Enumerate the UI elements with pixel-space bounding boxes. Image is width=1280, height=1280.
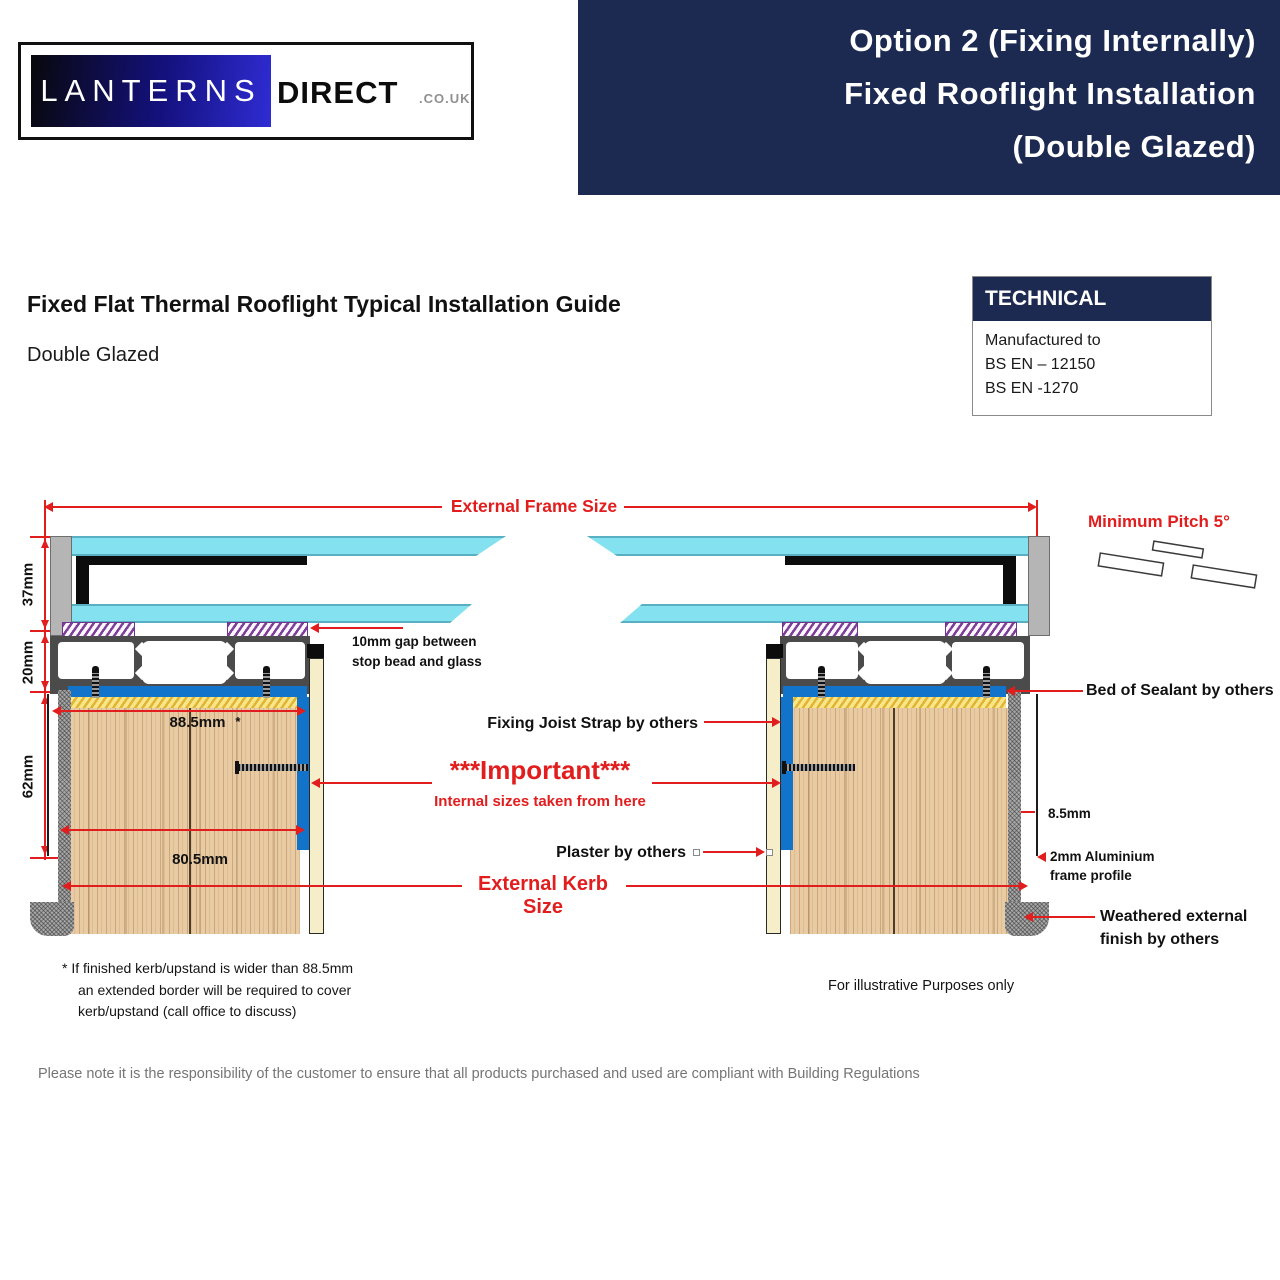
bed-of-sealant-label: Bed of Sealant by others [1086,682,1274,699]
dim-885mm-value: 88.5mm [169,714,226,731]
important-label: ***Important*** [449,755,631,785]
fixing-joist-strap-label: Fixing Joist Strap by others [487,715,698,732]
logo-text-direct: DIRECT [277,75,399,110]
frame-cap-left [50,536,72,636]
glass-pane-outer-left [72,536,506,556]
fixing-screw-icon [263,666,270,698]
technical-box-heading: TECHNICAL [973,277,1211,321]
dim-tick-4 [30,857,58,859]
internal-sizes-label: Internal sizes taken from here [434,793,646,810]
fixing-screw-icon [92,666,99,698]
dim805-line [69,829,296,831]
dim885-arrow-right [297,706,306,716]
important-arrow-right-line [652,782,772,784]
eks-arrow-left [62,881,71,891]
timber-kerb-right [790,708,1008,934]
disclaimer-note: Please note it is the responsibility of the customer to ensure that all products purchased and used are compliant with Building Regulations [38,1066,920,1082]
important-arrow-right-head [772,778,781,788]
dim805-arrow-right [296,825,305,835]
efs-line-right [624,506,1028,508]
joist-strap-right-horizontal [783,686,1006,697]
fixing-joist-strap-line [704,721,772,723]
stop-bead-block-left [307,644,324,658]
plaster-label: Plaster by others [556,844,686,861]
dim37-arrow-top [41,539,49,548]
joist-strap-left-horizontal [68,686,307,697]
technical-line-1: Manufactured to [985,332,1101,349]
strap-screw-head [782,761,786,774]
dim885-line [61,710,297,712]
glass-spacer-left-horizontal [76,556,307,565]
stop-bead-block-right [766,644,783,658]
minimum-pitch-label: Minimum Pitch 5° [1088,512,1230,531]
efs-arrow-left [44,502,53,512]
header-line-3: (Double Glazed) [1012,129,1256,164]
glass-spacer-right-horizontal [785,556,1005,565]
technical-line-2: BS EN – 12150 [985,356,1096,373]
stop-bead-strip-right [766,658,781,934]
dim37-arrow-bottom [41,620,49,629]
page-title: Fixed Flat Thermal Rooflight Typical Installation Guide [27,291,621,317]
logo-text-lanterns: LANTERNS [40,73,262,108]
dim805-arrow-left [60,825,69,835]
page-subtitle: Double Glazed [27,344,160,366]
footnote-line-1: * If finished kerb/upstand is wider than 88.5mm [62,960,354,976]
fixing-joist-strap-arrow [772,717,781,727]
profile-gap-tick [1021,811,1035,813]
aluminium-profile-arrow [1037,852,1046,862]
gap-label-2: stop bead and glass [352,654,482,669]
gap-line [319,627,403,629]
glass-pane-inner-left [72,604,472,623]
logo-text-tld: .CO.UK [419,91,471,106]
footnote-line-2: an extended border will be required to cover [78,982,352,998]
fixing-screw-icon [818,666,825,698]
dim-62mm-label: 62mm [19,754,37,799]
glass-pane-inner-right [620,604,1028,623]
sealant-bed-right [787,697,1006,708]
efs-line-left [53,506,442,508]
aluminium-profile-label-2: frame profile [1050,868,1132,883]
fixing-screw-icon [983,666,990,698]
stop-bead-strip-left [309,658,324,934]
plaster-line [703,851,758,853]
header-line-1: Option 2 (Fixing Internally) [849,23,1256,58]
header-banner [578,0,1280,195]
dim20-arrow-top [41,634,49,643]
plaster-marker-square [693,849,700,856]
timber-kerb-left [70,708,300,934]
dim-805mm-label: 80.5mm [172,851,228,868]
important-arrow-left-head [311,778,320,788]
glass-spacer-right-vertical [1003,556,1016,611]
gap-label-1: 10mm gap between [352,634,477,649]
gap-arrow [310,623,319,633]
plaster-arrow [756,847,765,857]
dim-885mm-star: * [235,714,241,729]
footnote-line-3: kerb/upstand (call office to discuss) [78,1003,297,1019]
eks-line-left [71,885,462,887]
frame-cap-right [1028,536,1050,636]
eks-arrow-right [1019,881,1028,891]
profile-gap-label: 8.5mm [1048,806,1091,821]
aluminium-profile-line-right [1036,694,1038,856]
eks-line-right [626,885,1019,887]
bed-of-sealant-arrow [1006,686,1015,696]
frame-chamber-right-center [864,641,946,684]
sealant-bed-left [68,697,303,708]
dim885-arrow-left [52,706,61,716]
dim-885mm-label [140,714,270,731]
plaster-target-square [766,849,773,856]
minimum-pitch-icon [1095,540,1260,612]
weathered-label-1: Weathered external [1100,908,1248,925]
external-frame-size-label: External Frame Size [450,496,618,516]
strap-screw-icon [785,764,855,771]
frame-chamber-left-center [142,641,227,684]
aluminium-profile-line-left [47,694,49,856]
frame-chamber-left-b [235,642,305,679]
weathered-arrow [1024,912,1033,922]
weathered-line [1033,916,1095,918]
efs-arrow-right [1028,502,1037,512]
dim-extension-line-left [44,500,46,860]
logo-gradient-panel [31,55,271,127]
bed-of-sealant-line [1015,690,1083,692]
technical-box-body [973,321,1211,409]
strap-screw-head [235,761,239,774]
kerb-joint-line-right [893,708,895,934]
important-arrow-left-line [320,782,432,784]
weathered-label-2: finish by others [1100,931,1220,948]
aluminium-profile-label-1: 2mm Aluminium [1050,849,1155,864]
technical-line-3: BS EN -1270 [985,380,1079,397]
glass-spacer-left-vertical [76,556,89,611]
dim20-arrow-bottom [41,681,49,690]
header-line-2: Fixed Rooflight Installation [844,76,1256,111]
dim-37mm-label: 37mm [19,562,37,607]
dim-20mm-label: 20mm [19,640,37,685]
glass-pane-outer-right [587,536,1028,556]
weathered-finish-left-foot [30,902,74,936]
illustrative-note: For illustrative Purposes only [828,978,1015,994]
strap-screw-icon [238,764,308,771]
external-kerb-size-label: External Kerb Size [477,873,609,918]
kerb-joint-line-left [189,708,191,934]
lanterns-direct-logo [18,42,474,140]
technical-box [972,276,1212,416]
